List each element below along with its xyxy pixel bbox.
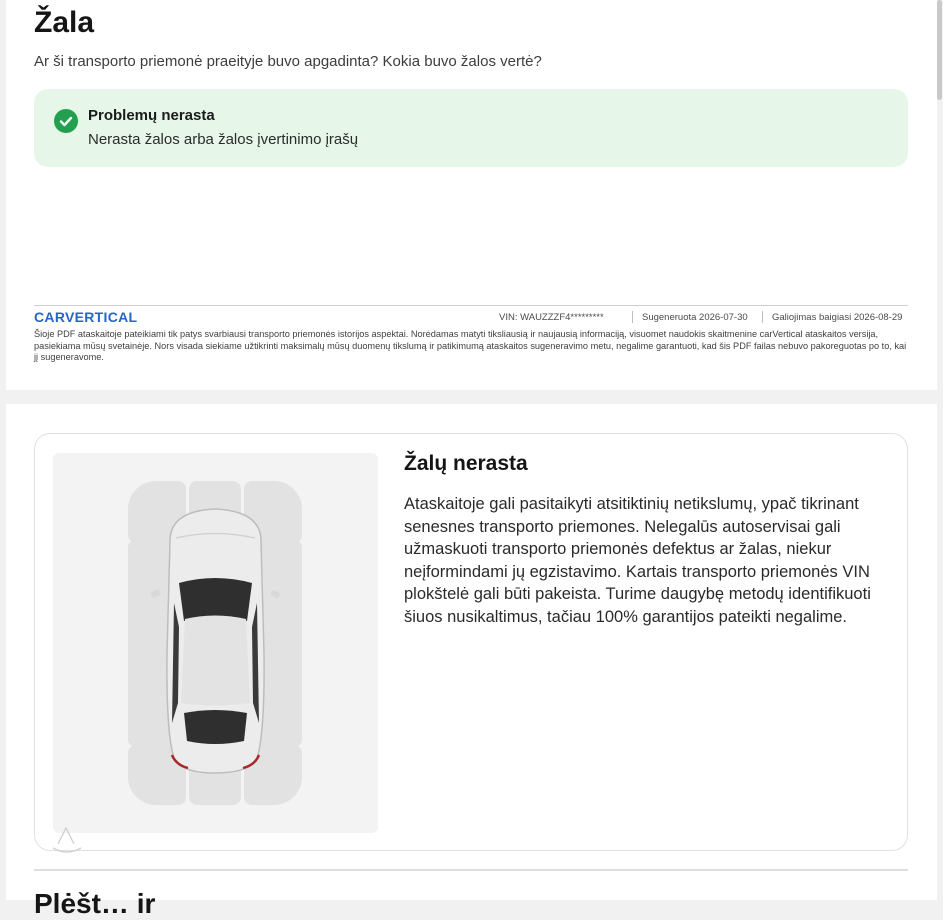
card-text: Ataskaitoje gali pasitaikyti atsitiktinių netikslumų, ypač tikrinant senesnes transporto priemones. Nelegalūs autoservisai gali užmaskuoti transporto priemonės defektus ar žalas, niekur neįformindami jų egzistavimo. Kartais transporto priemonės VIN plokštelė gali būti pakeista. Turime daugybę metodų identifikuoti šiuos nusikaltimus, tačiau 100% garantijos pateikti negalime. — [404, 495, 871, 626]
check-circle-icon — [54, 109, 78, 133]
meta-separator — [762, 311, 763, 323]
footer-divider — [34, 305, 908, 306]
next-section-title: Plėšt… ir — [34, 888, 156, 919]
scrollbar[interactable] — [937, 0, 943, 900]
alert-text: Nerasta žalos arba žalos įvertinimo įrašų — [88, 131, 359, 148]
section-title: Žala — [34, 6, 95, 39]
no-damage-card — [34, 433, 908, 851]
car-top-view-icon — [148, 503, 283, 778]
meta-separator — [632, 311, 633, 323]
car-diagram — [53, 453, 378, 833]
carvertical-logo: CARVERTICAL — [34, 309, 138, 325]
generated-date: Sugeneruota 2026-07-30 — [642, 312, 748, 323]
report-page — [6, 0, 937, 390]
section-subtitle: Ar ši transporto priemonė praeityje buvo apgadinta? Kokia buvo žalos vertė? — [34, 53, 542, 70]
no-issues-alert — [34, 89, 908, 167]
disclaimer-text: Šioje PDF ataskaitoje pateikiami tik patys svarbiausi transporto priemonės istorijos aspektai. Norėdamas matyti tiksliausią ir naujausią informaciją, visuomet naudokis skaitmenine carVertical ataskaitos versija, pasiekiama mūsų svetainėje. Nors visada siekiame užtikrinti maksimalų mūsų duomenų tikslumą ir patikimumą ataskaitos sugeneravimo metu, negalime garantuoti, kad šis PDF failas nebuvo pakoreguotas po to, kai jį sugeneravome. — [34, 329, 907, 362]
alert-title: Problemų nerasta — [88, 107, 215, 124]
report-page — [6, 404, 937, 919]
vin-label: VIN: WAUZZZF4********* — [499, 312, 604, 323]
logo-watermark-icon — [49, 822, 85, 858]
card-title: Žalų nerasta — [404, 452, 528, 475]
section-divider — [34, 869, 908, 871]
expiry-date: Galiojimas baigiasi 2026-08-29 — [772, 312, 903, 323]
scrollbar-thumb[interactable] — [937, 0, 942, 100]
